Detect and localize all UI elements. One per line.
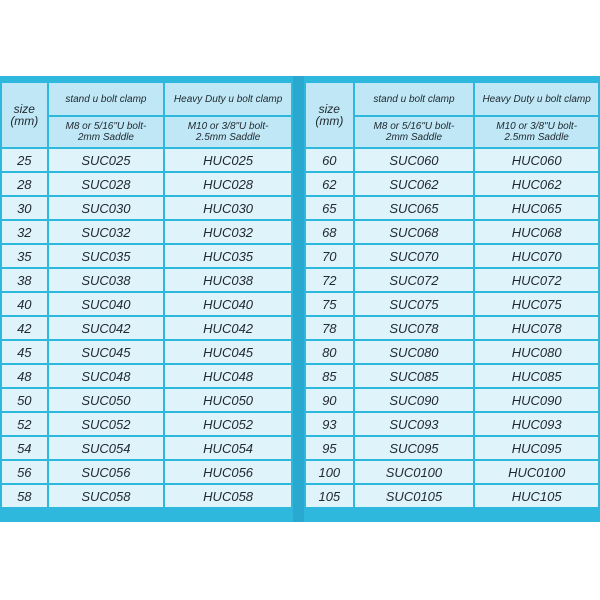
table-row xyxy=(306,149,598,171)
heavy-clamp-code: HUC068 xyxy=(475,221,598,243)
stand-clamp-code: SUC065 xyxy=(355,197,474,219)
header-row xyxy=(306,83,598,115)
heavy-clamp-code: HUC070 xyxy=(475,245,598,267)
stand-clamp-code: SUC070 xyxy=(355,245,474,267)
table-row xyxy=(306,341,598,363)
stand-clamp-header: stand u bolt clamp xyxy=(355,83,474,115)
heavy-clamp-code: HUC042 xyxy=(165,317,291,339)
heavy-clamp-code: HUC030 xyxy=(165,197,291,219)
stand-clamp-code: SUC075 xyxy=(355,293,474,315)
table-row xyxy=(306,413,598,435)
header-row xyxy=(2,83,291,115)
stand-clamp-code: SUC090 xyxy=(355,389,474,411)
heavy-clamp-code: HUC060 xyxy=(475,149,598,171)
size-cell: 62 xyxy=(306,173,353,195)
heavy-clamp-code: HUC025 xyxy=(165,149,291,171)
table-row xyxy=(306,197,598,219)
heavy-clamp-code: HUC065 xyxy=(475,197,598,219)
table-row xyxy=(2,149,291,171)
stand-clamp-code: SUC038 xyxy=(49,269,164,291)
table-row xyxy=(2,485,291,507)
stand-clamp-code: SUC048 xyxy=(49,365,164,387)
size-cell: 48 xyxy=(2,365,47,387)
table-row xyxy=(306,245,598,267)
stand-clamp-code: SUC056 xyxy=(49,461,164,483)
heavy-clamp-header: Heavy Duty u bolt clamp xyxy=(475,83,598,115)
size-cell: 30 xyxy=(2,197,47,219)
stand-clamp-code: SUC030 xyxy=(49,197,164,219)
heavy-clamp-code: HUC032 xyxy=(165,221,291,243)
table-row xyxy=(2,437,291,459)
stand-clamp-code: SUC072 xyxy=(355,269,474,291)
table-row xyxy=(2,365,291,387)
stand-clamp-code: SUC080 xyxy=(355,341,474,363)
table-row xyxy=(306,389,598,411)
left-spec-table xyxy=(0,81,293,509)
heavy-clamp-code: HUC040 xyxy=(165,293,291,315)
size-header xyxy=(306,83,353,147)
table-row xyxy=(306,173,598,195)
heavy-clamp-code: HUC050 xyxy=(165,389,291,411)
heavy-clamp-header: Heavy Duty u bolt clamp xyxy=(165,83,291,115)
heavy-clamp-code: HUC090 xyxy=(475,389,598,411)
heavy-clamp-subheader-text: M10 or 3/8"U bolt- 2.5mm Saddle xyxy=(187,121,269,143)
table-row xyxy=(2,317,291,339)
stand-clamp-code: SUC058 xyxy=(49,485,164,507)
table-row xyxy=(306,461,598,483)
size-cell: 78 xyxy=(306,317,353,339)
size-cell: 70 xyxy=(306,245,353,267)
size-cell: 28 xyxy=(2,173,47,195)
size-cell: 60 xyxy=(306,149,353,171)
table-row xyxy=(306,317,598,339)
size-cell: 32 xyxy=(2,221,47,243)
stand-clamp-code: SUC035 xyxy=(49,245,164,267)
right-spec-table xyxy=(304,81,600,509)
size-cell: 68 xyxy=(306,221,353,243)
stand-clamp-code: SUC085 xyxy=(355,365,474,387)
stand-clamp-header: stand u bolt clamp xyxy=(49,83,164,115)
table-row xyxy=(306,269,598,291)
heavy-clamp-code: HUC062 xyxy=(475,173,598,195)
heavy-clamp-code: HUC093 xyxy=(475,413,598,435)
stand-clamp-code: SUC078 xyxy=(355,317,474,339)
table-row xyxy=(2,341,291,363)
size-cell: 25 xyxy=(2,149,47,171)
table-row xyxy=(2,245,291,267)
size-cell: 42 xyxy=(2,317,47,339)
stand-clamp-code: SUC0105 xyxy=(355,485,474,507)
heavy-clamp-code: HUC038 xyxy=(165,269,291,291)
stand-clamp-code: SUC042 xyxy=(49,317,164,339)
stand-clamp-code: SUC095 xyxy=(355,437,474,459)
table-divider xyxy=(293,76,304,522)
heavy-clamp-code: HUC045 xyxy=(165,341,291,363)
size-header-text: size (mm) xyxy=(10,102,39,128)
table-row xyxy=(2,413,291,435)
heavy-clamp-subheader xyxy=(475,117,598,147)
table-row xyxy=(306,437,598,459)
table-row xyxy=(2,293,291,315)
stand-clamp-subheader-text: M8 or 5/16"U bolt- 2mm Saddle xyxy=(373,121,455,143)
stand-clamp-code: SUC025 xyxy=(49,149,164,171)
heavy-clamp-subheader-text: M10 or 3/8"U bolt- 2.5mm Saddle xyxy=(496,121,578,143)
heavy-clamp-code: HUC080 xyxy=(475,341,598,363)
stand-clamp-code: SUC028 xyxy=(49,173,164,195)
table-row xyxy=(2,389,291,411)
heavy-clamp-code: HUC075 xyxy=(475,293,598,315)
left-table-body xyxy=(2,149,291,507)
size-cell: 75 xyxy=(306,293,353,315)
spec-table-panel xyxy=(0,76,600,522)
table-row xyxy=(2,269,291,291)
table-row xyxy=(306,365,598,387)
heavy-clamp-code: HUC028 xyxy=(165,173,291,195)
size-cell: 72 xyxy=(306,269,353,291)
stand-clamp-code: SUC054 xyxy=(49,437,164,459)
stand-clamp-code: SUC0100 xyxy=(355,461,474,483)
size-cell: 54 xyxy=(2,437,47,459)
stand-clamp-code: SUC040 xyxy=(49,293,164,315)
table-row xyxy=(2,197,291,219)
heavy-clamp-code: HUC056 xyxy=(165,461,291,483)
size-cell: 35 xyxy=(2,245,47,267)
size-cell: 93 xyxy=(306,413,353,435)
table-row xyxy=(306,293,598,315)
stand-clamp-subheader xyxy=(49,117,164,147)
size-header-text: size (mm) xyxy=(315,102,344,128)
size-header xyxy=(2,83,47,147)
table-row xyxy=(306,221,598,243)
table-row xyxy=(2,173,291,195)
size-cell: 40 xyxy=(2,293,47,315)
right-table-body xyxy=(306,149,598,507)
size-cell: 100 xyxy=(306,461,353,483)
heavy-clamp-code: HUC048 xyxy=(165,365,291,387)
size-cell: 38 xyxy=(2,269,47,291)
size-cell: 50 xyxy=(2,389,47,411)
size-cell: 56 xyxy=(2,461,47,483)
stand-clamp-code: SUC093 xyxy=(355,413,474,435)
heavy-clamp-code: HUC052 xyxy=(165,413,291,435)
stand-clamp-code: SUC062 xyxy=(355,173,474,195)
size-cell: 45 xyxy=(2,341,47,363)
stand-clamp-code: SUC032 xyxy=(49,221,164,243)
stand-clamp-subheader xyxy=(355,117,474,147)
heavy-clamp-subheader xyxy=(165,117,291,147)
table-row xyxy=(2,221,291,243)
stand-clamp-code: SUC045 xyxy=(49,341,164,363)
size-cell: 90 xyxy=(306,389,353,411)
table-row xyxy=(306,485,598,507)
size-cell: 52 xyxy=(2,413,47,435)
size-cell: 65 xyxy=(306,197,353,219)
heavy-clamp-code: HUC072 xyxy=(475,269,598,291)
size-cell: 95 xyxy=(306,437,353,459)
table-row xyxy=(2,461,291,483)
heavy-clamp-code: HUC105 xyxy=(475,485,598,507)
stand-clamp-code: SUC052 xyxy=(49,413,164,435)
heavy-clamp-code: HUC0100 xyxy=(475,461,598,483)
heavy-clamp-code: HUC058 xyxy=(165,485,291,507)
stand-clamp-subheader-text: M8 or 5/16"U bolt- 2mm Saddle xyxy=(65,121,147,143)
heavy-clamp-code: HUC095 xyxy=(475,437,598,459)
heavy-clamp-code: HUC035 xyxy=(165,245,291,267)
size-cell: 105 xyxy=(306,485,353,507)
stand-clamp-code: SUC068 xyxy=(355,221,474,243)
size-cell: 58 xyxy=(2,485,47,507)
heavy-clamp-code: HUC078 xyxy=(475,317,598,339)
heavy-clamp-code: HUC085 xyxy=(475,365,598,387)
stand-clamp-code: SUC050 xyxy=(49,389,164,411)
size-cell: 80 xyxy=(306,341,353,363)
stand-clamp-code: SUC060 xyxy=(355,149,474,171)
heavy-clamp-code: HUC054 xyxy=(165,437,291,459)
size-cell: 85 xyxy=(306,365,353,387)
